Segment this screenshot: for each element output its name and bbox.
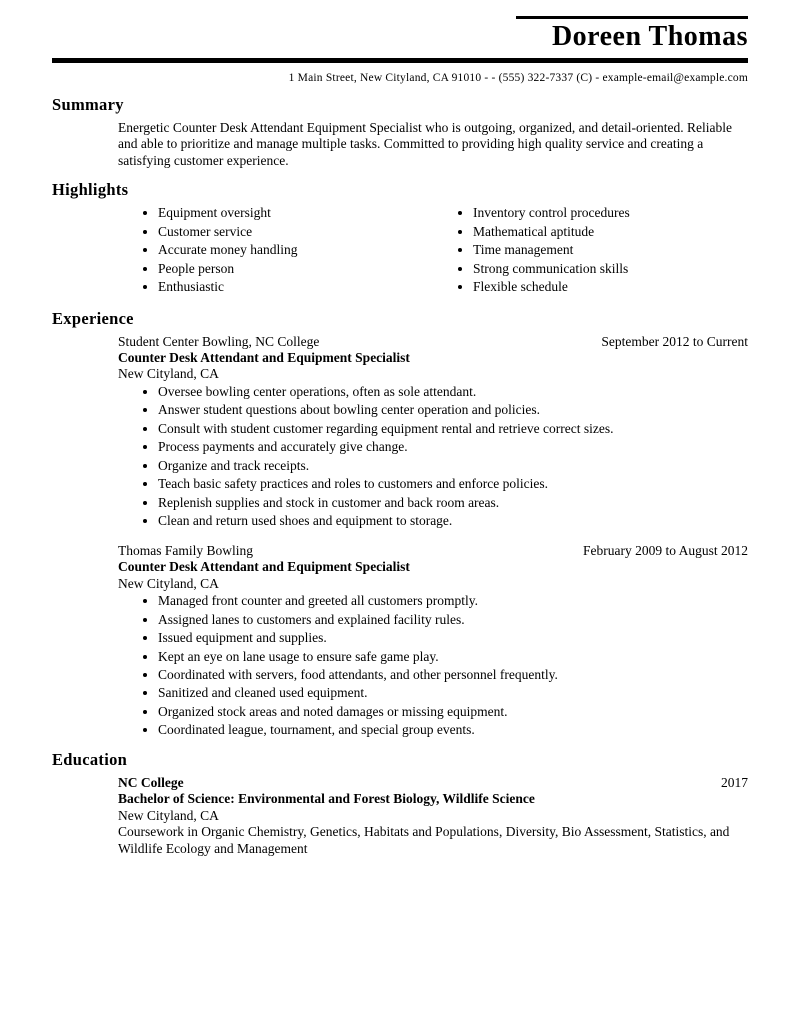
job-bullet: • Organized stock areas and noted damages or missing equipment. — [158, 704, 748, 720]
education-degree: Bachelor of Science: Environmental and Forest Biology, Wildlife Science — [118, 791, 535, 807]
summary-section — [52, 95, 748, 169]
job-header-row — [118, 543, 748, 559]
highlight-item: • Mathematical aptitude — [473, 224, 748, 240]
job-bullet: • Organize and track receipts. — [158, 458, 748, 474]
education-header-row — [118, 775, 748, 791]
job-bullet-list — [118, 593, 748, 739]
job-bullet-list — [118, 384, 748, 530]
job-company: Student Center Bowling, NC College — [118, 333, 320, 349]
summary-heading: Summary — [52, 94, 124, 114]
job-bullet: • Issued equipment and supplies. — [158, 630, 748, 646]
highlight-item: • Inventory control procedures — [473, 205, 748, 221]
highlight-item: • Flexible schedule — [473, 279, 748, 295]
job-company: Thomas Family Bowling — [118, 542, 253, 558]
highlights-section — [52, 180, 748, 297]
summary-text: Energetic Counter Desk Attendant Equipment Specialist who is outgoing, organized, and detail-oriented. Reliable and able to prioritize and manage multiple tasks. Committed to providing high quality service and creating a satisfying customer experience. — [118, 119, 732, 168]
resume-header — [52, 16, 748, 84]
highlight-item: • Equipment oversight — [158, 205, 433, 221]
job-title: Counter Desk Attendant and Equipment Specialist — [118, 559, 410, 575]
highlights-right-column — [433, 205, 748, 297]
header-top-rule — [516, 16, 748, 19]
experience-heading: Experience — [52, 308, 134, 328]
job-bullet: • Managed front counter and greeted all customers promptly. — [158, 593, 748, 609]
highlight-item: • Enthusiastic — [158, 279, 433, 295]
education-location: New Cityland, CA — [118, 807, 219, 823]
job-location: New Cityland, CA — [118, 575, 219, 591]
highlight-item: • Customer service — [158, 224, 433, 240]
job-bullet: • Process payments and accurately give change. — [158, 439, 748, 455]
experience-section — [52, 309, 748, 739]
highlight-item: • People person — [158, 261, 433, 277]
education-school: NC College — [118, 774, 184, 790]
education-heading: Education — [52, 749, 128, 769]
highlights-columns — [118, 205, 748, 297]
job-bullet: • Clean and return used shoes and equipment to storage. — [158, 513, 748, 529]
highlight-item: • Accurate money handling — [158, 242, 433, 258]
job-location: New Cityland, CA — [118, 366, 219, 382]
education-section — [52, 750, 748, 857]
job-bullet: • Coordinated league, tournament, and special group events. — [158, 722, 748, 738]
job-bullet: • Coordinated with servers, food attendants, and other personnel frequently. — [158, 667, 748, 683]
highlight-item: • Time management — [473, 242, 748, 258]
job-bullet: • Teach basic safety practices and roles to customers and enforce policies. — [158, 476, 748, 492]
job-dates: September 2012 to Current — [601, 333, 748, 349]
job-bullet: • Kept an eye on lane usage to ensure safe game play. — [158, 649, 748, 665]
education-year: 2017 — [721, 774, 748, 790]
job-bullet: • Replenish supplies and stock in customer and back room areas. — [158, 495, 748, 511]
highlight-item: • Strong communication skills — [473, 261, 748, 277]
job-bullet: • Consult with student customer regarding equipment rental and retrieve correct sizes. — [158, 421, 748, 437]
job-bullet: • Assigned lanes to customers and explained facility rules. — [158, 612, 748, 628]
highlights-left-column — [118, 205, 433, 297]
education-entry — [118, 775, 748, 857]
job-bullet: • Answer student questions about bowling center operation and policies. — [158, 402, 748, 418]
highlights-heading: Highlights — [52, 180, 129, 200]
job-bullet: • Sanitized and cleaned used equipment. — [158, 685, 748, 701]
job-header-row — [118, 334, 748, 350]
education-coursework: Coursework in Organic Chemistry, Genetics, Habitats and Populations, Diversity, Bio Assessment, Statistics, and Wildlife Ecology and Management — [118, 824, 730, 856]
job-entry — [118, 334, 748, 530]
job-bullet: • Oversee bowling center operations, often as sole attendant. — [158, 384, 748, 400]
candidate-name: Doreen Thomas — [551, 21, 748, 52]
job-entry — [118, 543, 748, 739]
contact-info: 1 Main Street, New Cityland, CA 91010 - - (555) 322-7337 (C) - example-email@example.com — [288, 71, 748, 84]
job-title: Counter Desk Attendant and Equipment Specialist — [118, 350, 410, 366]
header-bottom-rule — [52, 58, 748, 63]
job-dates: February 2009 to August 2012 — [583, 542, 748, 558]
